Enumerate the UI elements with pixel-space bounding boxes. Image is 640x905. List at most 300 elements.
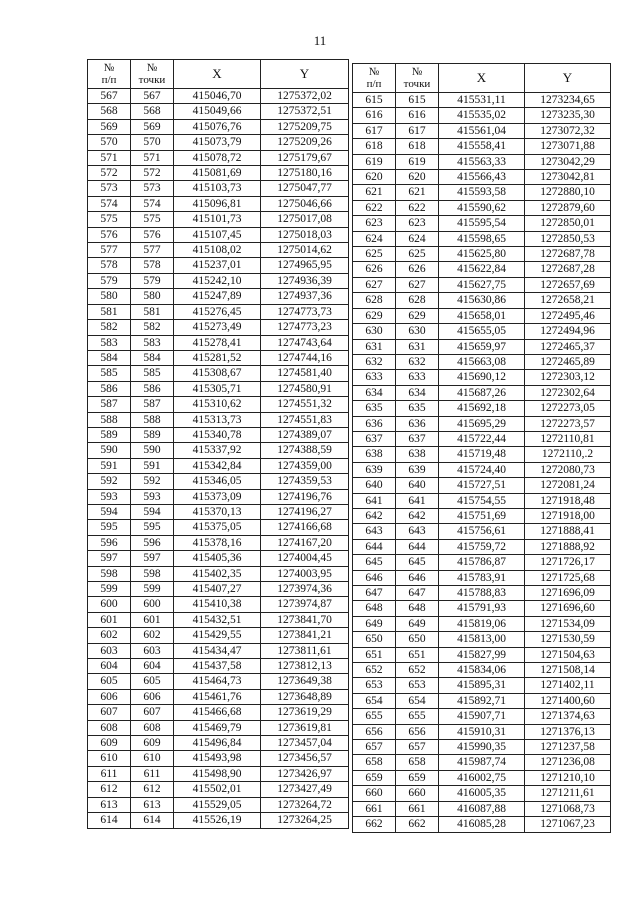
table-row — [353, 770, 611, 785]
cell-point-number: 648 — [396, 601, 439, 616]
cell-point-number: 633 — [396, 370, 439, 385]
cell-x: 415786,87 — [439, 555, 525, 570]
cell-row-number: 593 — [88, 489, 131, 504]
cell-x: 415834,06 — [439, 663, 525, 678]
cell-y: 1275047,77 — [261, 181, 349, 196]
cell-point-number: 586 — [131, 381, 174, 396]
table-row — [353, 216, 611, 231]
cell-x: 415078,72 — [174, 150, 261, 165]
cell-y: 1274389,07 — [261, 427, 349, 442]
cell-x: 415990,35 — [439, 740, 525, 755]
table-row — [353, 200, 611, 215]
table-row — [88, 504, 349, 519]
table-row — [353, 447, 611, 462]
cell-point-number: 576 — [131, 227, 174, 242]
cell-point-number: 588 — [131, 412, 174, 427]
table-row — [353, 724, 611, 739]
cell-y: 1275209,26 — [261, 135, 349, 150]
cell-y: 1271374,63 — [525, 709, 611, 724]
coordinates-table-left — [87, 59, 349, 829]
table-row — [88, 782, 349, 797]
cell-x: 415722,44 — [439, 431, 525, 446]
cell-row-number: 647 — [353, 586, 396, 601]
table-row — [353, 370, 611, 385]
cell-point-number: 619 — [396, 154, 439, 169]
cell-row-number: 631 — [353, 339, 396, 354]
cell-x: 415073,79 — [174, 135, 261, 150]
cell-x: 415987,74 — [439, 755, 525, 770]
cell-y: 1272273,05 — [525, 401, 611, 416]
cell-point-number: 607 — [131, 705, 174, 720]
cell-point-number: 585 — [131, 366, 174, 381]
cell-y: 1274581,40 — [261, 366, 349, 381]
cell-y: 1273841,70 — [261, 612, 349, 627]
table-row — [353, 93, 611, 108]
cell-point-number: 658 — [396, 755, 439, 770]
cell-point-number: 614 — [131, 813, 174, 828]
cell-x: 415566,43 — [439, 170, 525, 185]
cell-row-number: 621 — [353, 185, 396, 200]
cell-point-number: 635 — [396, 401, 439, 416]
table-row — [353, 786, 611, 801]
table-row — [353, 401, 611, 416]
cell-point-number: 574 — [131, 196, 174, 211]
cell-point-number: 593 — [131, 489, 174, 504]
cell-x: 416085,28 — [439, 817, 525, 832]
cell-x: 415892,71 — [439, 693, 525, 708]
table-body — [353, 93, 611, 833]
cell-row-number: 586 — [88, 381, 131, 396]
table-row — [88, 243, 349, 258]
cell-row-number: 609 — [88, 736, 131, 751]
cell-x: 415493,98 — [174, 751, 261, 766]
table-row — [353, 555, 611, 570]
cell-point-number: 599 — [131, 582, 174, 597]
cell-y: 1275179,67 — [261, 150, 349, 165]
cell-y: 1271918,00 — [525, 508, 611, 523]
cell-x: 415625,80 — [439, 247, 525, 262]
cell-point-number: 579 — [131, 273, 174, 288]
table-row — [88, 150, 349, 165]
cell-row-number: 655 — [353, 709, 396, 724]
table-row — [353, 170, 611, 185]
cell-row-number: 595 — [88, 520, 131, 535]
cell-y: 1274167,20 — [261, 535, 349, 550]
cell-row-number: 573 — [88, 181, 131, 196]
table-row — [353, 231, 611, 246]
cell-x: 415561,04 — [439, 123, 525, 138]
cell-point-number: 662 — [396, 817, 439, 832]
cell-row-number: 643 — [353, 524, 396, 539]
cell-point-number: 631 — [396, 339, 439, 354]
cell-y: 1271888,92 — [525, 539, 611, 554]
cell-x: 415076,76 — [174, 119, 261, 134]
cell-point-number: 618 — [396, 139, 439, 154]
cell-row-number: 617 — [353, 123, 396, 138]
cell-y: 1273974,87 — [261, 597, 349, 612]
table-row — [353, 293, 611, 308]
cell-x: 415627,75 — [439, 277, 525, 292]
cell-x: 415759,72 — [439, 539, 525, 554]
cell-x: 416002,75 — [439, 770, 525, 785]
cell-x: 415237,01 — [174, 258, 261, 273]
cell-point-number: 609 — [131, 736, 174, 751]
cell-x: 415346,05 — [174, 474, 261, 489]
cell-point-number: 613 — [131, 797, 174, 812]
cell-row-number: 577 — [88, 243, 131, 258]
cell-y: 1274551,32 — [261, 397, 349, 412]
cell-row-number: 627 — [353, 277, 396, 292]
cell-x: 415103,73 — [174, 181, 261, 196]
cell-x: 415466,68 — [174, 705, 261, 720]
cell-y: 1271400,60 — [525, 693, 611, 708]
cell-y: 1273811,61 — [261, 643, 349, 658]
cell-y: 1272465,37 — [525, 339, 611, 354]
cell-x: 415827,99 — [439, 647, 525, 662]
cell-y: 1271534,09 — [525, 616, 611, 631]
cell-x: 415402,35 — [174, 566, 261, 581]
cell-point-number: 628 — [396, 293, 439, 308]
cell-point-number: 592 — [131, 474, 174, 489]
table-row — [353, 185, 611, 200]
table-row — [88, 797, 349, 812]
table-header — [88, 60, 349, 89]
cell-point-number: 575 — [131, 212, 174, 227]
cell-row-number: 622 — [353, 200, 396, 215]
table-row — [353, 462, 611, 477]
cell-point-number: 630 — [396, 324, 439, 339]
cell-y: 1273812,13 — [261, 659, 349, 674]
cell-point-number: 591 — [131, 458, 174, 473]
table-row — [88, 397, 349, 412]
cell-point-number: 660 — [396, 786, 439, 801]
table-row — [353, 539, 611, 554]
cell-x: 415405,36 — [174, 551, 261, 566]
cell-x: 415107,45 — [174, 227, 261, 242]
cell-x: 415049,66 — [174, 104, 261, 119]
cell-point-number: 569 — [131, 119, 174, 134]
cell-row-number: 597 — [88, 551, 131, 566]
cell-point-number: 568 — [131, 104, 174, 119]
cell-row-number: 613 — [88, 797, 131, 812]
cell-point-number: 611 — [131, 766, 174, 781]
table-row — [353, 154, 611, 169]
cell-row-number: 624 — [353, 231, 396, 246]
cell-row-number: 616 — [353, 108, 396, 123]
cell-row-number: 605 — [88, 674, 131, 689]
table-row — [88, 227, 349, 242]
cell-y: 1275046,66 — [261, 196, 349, 211]
cell-point-number: 610 — [131, 751, 174, 766]
cell-y: 1274551,83 — [261, 412, 349, 427]
cell-row-number: 587 — [88, 397, 131, 412]
cell-x: 415687,26 — [439, 385, 525, 400]
cell-y: 1271237,58 — [525, 740, 611, 755]
cell-point-number: 652 — [396, 663, 439, 678]
cell-point-number: 615 — [396, 93, 439, 108]
cell-point-number: 632 — [396, 354, 439, 369]
cell-x: 415526,19 — [174, 813, 261, 828]
cell-point-number: 629 — [396, 308, 439, 323]
cell-y: 1274743,64 — [261, 335, 349, 350]
cell-point-number: 606 — [131, 689, 174, 704]
cell-y: 1272879,60 — [525, 200, 611, 215]
cell-point-number: 573 — [131, 181, 174, 196]
table-header — [353, 64, 611, 93]
cell-x: 415598,65 — [439, 231, 525, 246]
cell-point-number: 639 — [396, 462, 439, 477]
cell-y: 1275017,08 — [261, 212, 349, 227]
table-row — [88, 458, 349, 473]
cell-point-number: 589 — [131, 427, 174, 442]
cell-y: 1271402,11 — [525, 678, 611, 693]
cell-x: 415108,02 — [174, 243, 261, 258]
cell-row-number: 650 — [353, 632, 396, 647]
cell-y: 1272110,.2 — [525, 447, 611, 462]
cell-row-number: 589 — [88, 427, 131, 442]
cell-x: 415910,31 — [439, 724, 525, 739]
cell-row-number: 570 — [88, 135, 131, 150]
cell-row-number: 651 — [353, 647, 396, 662]
table-row — [88, 474, 349, 489]
cell-x: 415378,16 — [174, 535, 261, 550]
cell-row-number: 608 — [88, 720, 131, 735]
header-row-number: № п/п — [353, 64, 396, 93]
header-y: Y — [261, 60, 349, 89]
cell-x: 415247,89 — [174, 289, 261, 304]
table-row — [88, 212, 349, 227]
cell-row-number: 584 — [88, 350, 131, 365]
table-row — [88, 181, 349, 196]
cell-x: 415754,55 — [439, 493, 525, 508]
cell-y: 1274196,27 — [261, 504, 349, 519]
table-row — [353, 431, 611, 446]
cell-row-number: 623 — [353, 216, 396, 231]
cell-y: 1271211,61 — [525, 786, 611, 801]
cell-row-number: 644 — [353, 539, 396, 554]
table-row — [353, 817, 611, 832]
header-x: X — [174, 60, 261, 89]
table-row — [88, 273, 349, 288]
cell-x: 415563,33 — [439, 154, 525, 169]
table-row — [88, 350, 349, 365]
cell-row-number: 603 — [88, 643, 131, 658]
cell-x: 415096,81 — [174, 196, 261, 211]
cell-y: 1271504,63 — [525, 647, 611, 662]
cell-x: 415630,86 — [439, 293, 525, 308]
cell-x: 415281,52 — [174, 350, 261, 365]
cell-point-number: 620 — [396, 170, 439, 185]
cell-point-number: 636 — [396, 416, 439, 431]
cell-y: 1273619,81 — [261, 720, 349, 735]
cell-y: 1275372,02 — [261, 89, 349, 104]
cell-x: 415663,08 — [439, 354, 525, 369]
cell-y: 1272494,96 — [525, 324, 611, 339]
cell-y: 1273072,32 — [525, 123, 611, 138]
table-row — [353, 108, 611, 123]
cell-x: 415655,05 — [439, 324, 525, 339]
cell-y: 1274359,53 — [261, 474, 349, 489]
cell-row-number: 611 — [88, 766, 131, 781]
cell-x: 415558,41 — [439, 139, 525, 154]
cell-y: 1273649,38 — [261, 674, 349, 689]
cell-y: 1273426,97 — [261, 766, 349, 781]
cell-point-number: 624 — [396, 231, 439, 246]
table-row — [353, 123, 611, 138]
cell-row-number: 606 — [88, 689, 131, 704]
cell-x: 415751,69 — [439, 508, 525, 523]
cell-row-number: 656 — [353, 724, 396, 739]
cell-point-number: 651 — [396, 647, 439, 662]
cell-point-number: 626 — [396, 262, 439, 277]
cell-point-number: 598 — [131, 566, 174, 581]
cell-x: 415461,76 — [174, 689, 261, 704]
cell-y: 1271726,17 — [525, 555, 611, 570]
table-row — [88, 304, 349, 319]
cell-x: 415819,06 — [439, 616, 525, 631]
cell-row-number: 626 — [353, 262, 396, 277]
cell-row-number: 642 — [353, 508, 396, 523]
cell-row-number: 578 — [88, 258, 131, 273]
cell-x: 415788,83 — [439, 586, 525, 601]
cell-row-number: 652 — [353, 663, 396, 678]
cell-x: 415375,05 — [174, 520, 261, 535]
cell-y: 1274744,16 — [261, 350, 349, 365]
cell-y: 1272850,01 — [525, 216, 611, 231]
cell-point-number: 603 — [131, 643, 174, 658]
cell-y: 1271508,14 — [525, 663, 611, 678]
cell-row-number: 576 — [88, 227, 131, 242]
table-row — [353, 678, 611, 693]
cell-point-number: 657 — [396, 740, 439, 755]
header-row-number: № п/п — [88, 60, 131, 89]
cell-y: 1274359,00 — [261, 458, 349, 473]
cell-point-number: 616 — [396, 108, 439, 123]
table-row — [353, 247, 611, 262]
table-row — [353, 632, 611, 647]
cell-row-number: 636 — [353, 416, 396, 431]
cell-y: 1271918,48 — [525, 493, 611, 508]
cell-row-number: 635 — [353, 401, 396, 416]
table-row — [88, 489, 349, 504]
cell-x: 415429,55 — [174, 628, 261, 643]
table-row — [88, 751, 349, 766]
table-row — [353, 663, 611, 678]
cell-y: 1272302,64 — [525, 385, 611, 400]
cell-y: 1274936,39 — [261, 273, 349, 288]
coordinates-table-right — [352, 63, 611, 833]
cell-point-number: 596 — [131, 535, 174, 550]
cell-point-number: 595 — [131, 520, 174, 535]
cell-point-number: 645 — [396, 555, 439, 570]
cell-row-number: 596 — [88, 535, 131, 550]
cell-x: 415342,84 — [174, 458, 261, 473]
table-row — [353, 709, 611, 724]
cell-y: 1275014,62 — [261, 243, 349, 258]
cell-y: 1272687,28 — [525, 262, 611, 277]
cell-point-number: 627 — [396, 277, 439, 292]
cell-row-number: 658 — [353, 755, 396, 770]
cell-y: 1272273,57 — [525, 416, 611, 431]
cell-x: 415535,02 — [439, 108, 525, 123]
cell-y: 1274937,36 — [261, 289, 349, 304]
table-row — [353, 493, 611, 508]
cell-y: 1272495,46 — [525, 308, 611, 323]
cell-x: 415813,00 — [439, 632, 525, 647]
cell-point-number: 587 — [131, 397, 174, 412]
cell-row-number: 599 — [88, 582, 131, 597]
cell-y: 1275018,03 — [261, 227, 349, 242]
table-row — [353, 339, 611, 354]
table-row — [88, 89, 349, 104]
cell-x: 415081,69 — [174, 166, 261, 181]
cell-y: 1274196,76 — [261, 489, 349, 504]
cell-y: 1274004,45 — [261, 551, 349, 566]
cell-y: 1272850,53 — [525, 231, 611, 246]
table-row — [353, 755, 611, 770]
cell-y: 1271376,13 — [525, 724, 611, 739]
cell-y: 1274166,68 — [261, 520, 349, 535]
cell-row-number: 662 — [353, 817, 396, 832]
cell-point-number: 601 — [131, 612, 174, 627]
cell-row-number: 654 — [353, 693, 396, 708]
cell-y: 1274965,95 — [261, 258, 349, 273]
cell-y: 1275180,16 — [261, 166, 349, 181]
table-row — [88, 119, 349, 134]
table-row — [353, 508, 611, 523]
cell-y: 1273457,04 — [261, 736, 349, 751]
cell-row-number: 615 — [353, 93, 396, 108]
cell-point-number: 643 — [396, 524, 439, 539]
cell-x: 415593,58 — [439, 185, 525, 200]
cell-x: 415432,51 — [174, 612, 261, 627]
cell-row-number: 661 — [353, 801, 396, 816]
cell-point-number: 571 — [131, 150, 174, 165]
cell-row-number: 575 — [88, 212, 131, 227]
cell-x: 415273,49 — [174, 320, 261, 335]
table-row — [88, 659, 349, 674]
cell-point-number: 617 — [396, 123, 439, 138]
cell-point-number: 577 — [131, 243, 174, 258]
cell-x: 415437,58 — [174, 659, 261, 674]
cell-y: 1272465,89 — [525, 354, 611, 369]
cell-x: 415410,38 — [174, 597, 261, 612]
cell-x: 415658,01 — [439, 308, 525, 323]
cell-point-number: 655 — [396, 709, 439, 724]
table-row — [88, 427, 349, 442]
cell-x: 415308,67 — [174, 366, 261, 381]
table-row — [88, 566, 349, 581]
cell-point-number: 578 — [131, 258, 174, 273]
cell-row-number: 610 — [88, 751, 131, 766]
table-row — [353, 601, 611, 616]
cell-y: 1271725,68 — [525, 570, 611, 585]
table-row — [88, 104, 349, 119]
cell-row-number: 580 — [88, 289, 131, 304]
table-row — [353, 693, 611, 708]
cell-y: 1275372,51 — [261, 104, 349, 119]
cell-x: 415692,18 — [439, 401, 525, 416]
cell-row-number: 582 — [88, 320, 131, 335]
cell-point-number: 583 — [131, 335, 174, 350]
cell-point-number: 570 — [131, 135, 174, 150]
cell-point-number: 647 — [396, 586, 439, 601]
cell-point-number: 572 — [131, 166, 174, 181]
cell-row-number: 607 — [88, 705, 131, 720]
table-row — [353, 801, 611, 816]
cell-row-number: 625 — [353, 247, 396, 262]
table-row — [353, 647, 611, 662]
